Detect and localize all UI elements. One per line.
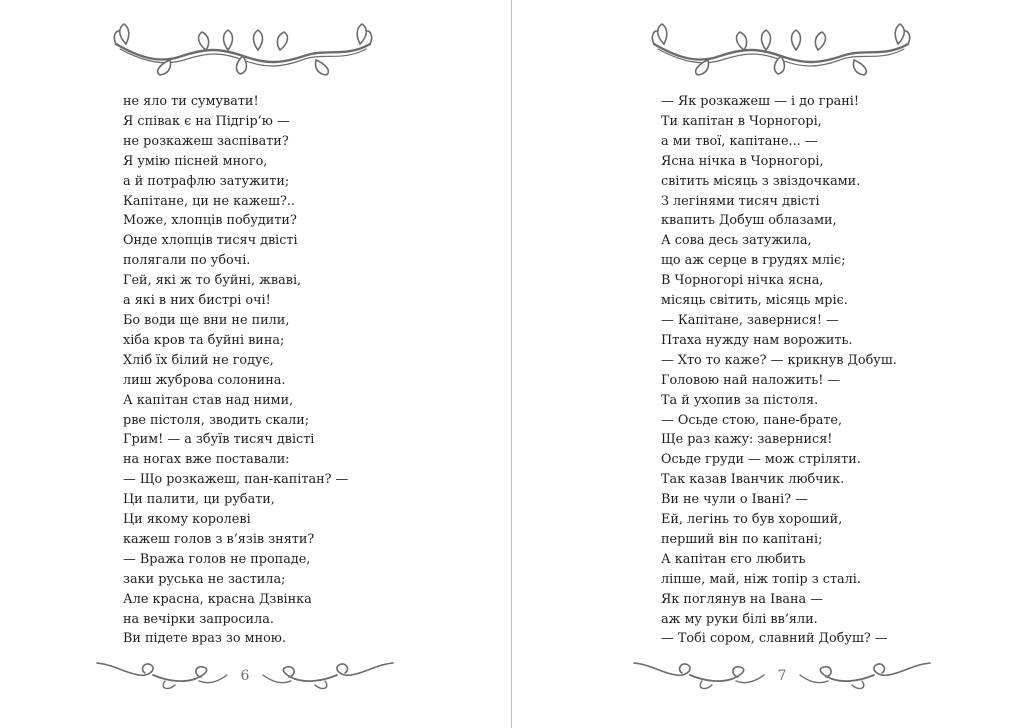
verse-line: Я умію пісней много, [123, 153, 268, 169]
verse-line: — Хто то каже? — крикнув Добуш. [661, 352, 897, 368]
verse-line: хіба кров та буйні вина; [123, 332, 285, 348]
verse-line: Та й ухопив за пістоля. [661, 392, 819, 408]
verse-line: Я співак є на Підгір’ю — [123, 113, 290, 129]
verse-line: Ти капітан в Чорногорі, [661, 113, 822, 129]
verse-line: А капітан став над ними, [123, 392, 294, 408]
verse-line: на вечірки запросила. [123, 611, 274, 627]
verse-line: Птаха нужду нам ворожить. [661, 332, 853, 348]
verse-line: Грим! — а збуїв тисяч двісті [123, 432, 315, 448]
verse-line: — Як розкажеш — і до грані! [661, 94, 860, 109]
verse-line: Ще раз кажу: завернися! [661, 432, 833, 448]
verse-line: кажеш голов з в’язів зняти? [123, 531, 315, 547]
verse-line: Хліб їх білий не годує, [123, 352, 274, 368]
verse-line: полягали по убочі. [123, 253, 251, 269]
verse-line: Ясна нічка в Чорногорі, [661, 153, 824, 169]
verse-line: рве пістоля, зводить скали; [123, 412, 310, 428]
verse-line: Капітане, ци не кажеш?.. [123, 193, 295, 209]
verse-line: Може, хлопців побудити? [123, 213, 297, 229]
verse-right [661, 92, 897, 649]
right-page [512, 0, 1022, 728]
verse-line: а які в них бистрі очі! [123, 293, 271, 309]
verse-line: — Вража голов не пропаде, [123, 551, 311, 567]
verse-line: перший він по капітані; [661, 531, 823, 547]
verse-line: Гей, які ж то буйні, жваві, [123, 273, 302, 289]
verse-line: В Чорногорі нічка ясна, [661, 273, 824, 289]
page-number: 6 [240, 668, 250, 684]
verse-line: Ви не чули о Івані? — [661, 492, 808, 508]
verse-line: Але красна, красна Дзвінка [123, 591, 312, 607]
verse-line: Онде хлопців тисяч двісті [123, 233, 298, 249]
verse-line: А сова десь затужила, [661, 233, 812, 249]
verse-line: — Осьде стою, пане-брате, [661, 412, 843, 428]
verse-line: Ци палити, ци рубати, [123, 492, 275, 508]
verse-line: Осьде груди — мож стріляти. [661, 452, 861, 468]
verse-line: не розкажеш заспівати? [123, 133, 289, 149]
verse-line: квапить Добуш облазами, [661, 213, 837, 229]
verse-line: Головою най наложить! — [661, 372, 841, 388]
verse-line: заки руська не застила; [123, 571, 286, 587]
verse-line: не яло ти сумувати! [123, 94, 259, 109]
verse-line: світить місяць з звіздочками. [661, 173, 861, 189]
verse-line: Ви підете враз зо мною. [123, 631, 287, 647]
verse-line: ліпше, май, ніж топір з сталі. [661, 571, 861, 587]
verse-line: Ци якому королеві [123, 512, 251, 528]
verse-line: на ногах вже поставали: [123, 452, 290, 468]
verse-line: А капітан єго любить [661, 551, 806, 567]
verse-line: лиш жуброва солонина. [123, 372, 286, 388]
verse-line: Так казав Іванчик любчик. [661, 472, 845, 488]
verse-line: — Капітане, завернися! — [661, 312, 839, 328]
vine-ornament-icon [648, 22, 914, 76]
verse-line: а й потрафлю затужити; [123, 173, 290, 189]
verse-line: Ей, легінь то був хороший, [661, 512, 843, 528]
verse-line: Як поглянув на Івана — [661, 591, 824, 607]
page-number: 7 [777, 668, 787, 684]
verse-line: що аж серце в грудях мліє; [661, 253, 846, 269]
verse-line: аж му руки білі вв’яли. [661, 611, 818, 627]
verse-line: Бо води ще вни не пили, [123, 312, 290, 328]
verse-line: а ми твої, капітане... — [661, 133, 818, 149]
verse-line: З легінями тисяч двісті [661, 193, 820, 209]
verse-line: — Тобі сором, славний Добуш? — [661, 631, 888, 647]
verse-line: — Що розкажеш, пан-капітан? — [123, 472, 349, 488]
vine-ornament-icon [110, 22, 376, 76]
verse-left [123, 92, 348, 649]
verse-line: місяць світить, місяць мріє. [661, 293, 848, 309]
